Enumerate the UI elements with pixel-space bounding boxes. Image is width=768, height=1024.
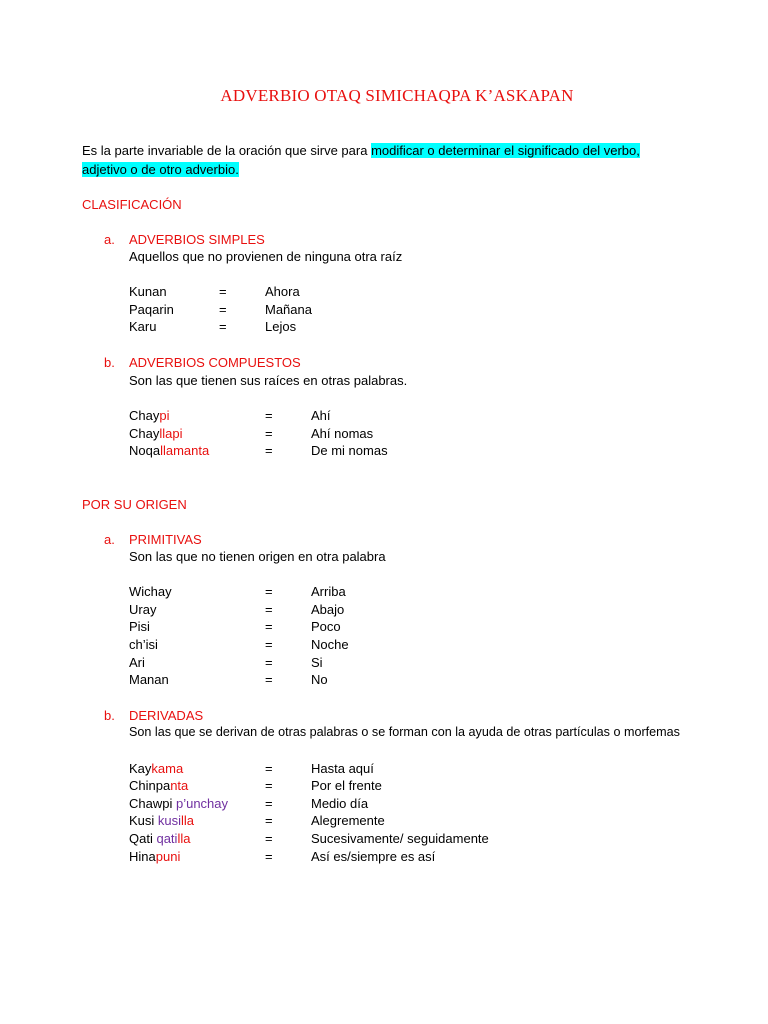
- intro-highlight-2: adjetivo o de otro adverbio.: [82, 162, 239, 177]
- word: Hinapuni: [129, 849, 181, 864]
- word: Kaykama: [129, 761, 184, 776]
- equals: =: [265, 778, 273, 793]
- meaning: Ahora: [265, 284, 300, 299]
- meaning: Ahí: [311, 408, 331, 423]
- meaning: Lejos: [265, 319, 297, 334]
- subheading-primitivas: PRIMITIVAS: [129, 532, 202, 547]
- description: Aquellos que no provienen de ninguna otra raíz: [129, 249, 403, 264]
- suffix: llapi: [159, 426, 183, 441]
- suffix: puni: [155, 849, 181, 864]
- meaning: Noche: [311, 637, 349, 652]
- reduplication: qati: [156, 831, 178, 846]
- meaning: De mi nomas: [311, 443, 388, 458]
- suffix: p’unchay: [175, 796, 229, 811]
- equals: =: [265, 849, 273, 864]
- equals: =: [265, 637, 273, 652]
- intro-line-2: [82, 161, 239, 178]
- word: Chawpi p’unchay: [129, 796, 229, 811]
- equals: =: [265, 619, 273, 634]
- meaning: No: [311, 672, 328, 687]
- list-letter: a.: [104, 232, 115, 247]
- suffix: nta: [170, 778, 189, 793]
- word: Paqarin: [129, 302, 174, 317]
- description: Son las que tienen sus raíces en otras palabras.: [129, 373, 408, 388]
- suffix: kama: [151, 761, 184, 776]
- list-letter: b.: [104, 355, 115, 370]
- equals: =: [219, 284, 227, 299]
- equals: =: [265, 655, 273, 670]
- meaning: Sucesivamente/ seguidamente: [311, 831, 489, 846]
- meaning: Ahí nomas: [311, 426, 374, 441]
- meaning: Mañana: [265, 302, 312, 317]
- meaning: Si: [311, 655, 323, 670]
- suffix: lla: [177, 831, 191, 846]
- equals: =: [265, 584, 273, 599]
- description: Son las que no tienen origen en otra palabra: [129, 549, 386, 564]
- meaning: Medio día: [311, 796, 369, 811]
- section-heading-origen: POR SU ORIGEN: [82, 497, 187, 512]
- reduplication: kusi: [157, 813, 182, 828]
- word: Karu: [129, 319, 157, 334]
- intro-line-1: [82, 142, 640, 159]
- equals: =: [219, 302, 227, 317]
- word: Qati qatilla: [129, 831, 191, 846]
- suffix: llamanta: [160, 443, 210, 458]
- word: Kusi kusilla: [129, 813, 195, 828]
- equals: =: [265, 831, 273, 846]
- intro-plain: Es la parte invariable de la oración que sirve para: [82, 143, 372, 158]
- equals: =: [265, 796, 273, 811]
- subheading-derivadas: DERIVADAS: [129, 708, 204, 723]
- equals: =: [265, 408, 273, 423]
- equals: =: [265, 602, 273, 617]
- intro-highlight-1: modificar o determinar el significado del verbo,: [371, 143, 640, 158]
- word: Pisi: [129, 619, 150, 634]
- page-title: ADVERBIO OTAQ SIMICHAQPA K’ASKAPAN: [220, 86, 574, 105]
- suffix: lla: [181, 813, 195, 828]
- description: Son las que se derivan de otras palabras o se forman con la ayuda de otras partículas o morfemas: [129, 725, 680, 739]
- word: ch’isi: [129, 637, 158, 652]
- word: Chaypi: [129, 408, 170, 423]
- meaning: Arriba: [311, 584, 346, 599]
- meaning: Abajo: [311, 602, 345, 617]
- meaning: Alegremente: [311, 813, 385, 828]
- equals: =: [219, 319, 227, 334]
- word: Uray: [129, 602, 157, 617]
- meaning: Así es/siempre es así: [311, 849, 436, 864]
- subheading-adverbios-compuestos: ADVERBIOS COMPUESTOS: [129, 355, 301, 370]
- section-heading-clasificacion: CLASIFICACIÓN: [82, 197, 182, 212]
- word: Chinpanta: [129, 778, 189, 793]
- equals: =: [265, 813, 273, 828]
- word: Manan: [129, 672, 169, 687]
- word: Noqallamanta: [129, 443, 210, 458]
- equals: =: [265, 761, 273, 776]
- word: Wichay: [129, 584, 172, 599]
- equals: =: [265, 672, 273, 687]
- equals: =: [265, 443, 273, 458]
- word: Kunan: [129, 284, 167, 299]
- list-letter: a.: [104, 532, 115, 547]
- meaning: Hasta aquí: [311, 761, 374, 776]
- word: Chayllapi: [129, 426, 183, 441]
- suffix: pi: [159, 408, 170, 423]
- equals: =: [265, 426, 273, 441]
- meaning: Por el frente: [311, 778, 382, 793]
- word: Ari: [129, 655, 145, 670]
- meaning: Poco: [311, 619, 341, 634]
- subheading-adverbios-simples: ADVERBIOS SIMPLES: [129, 232, 265, 247]
- list-letter: b.: [104, 708, 115, 723]
